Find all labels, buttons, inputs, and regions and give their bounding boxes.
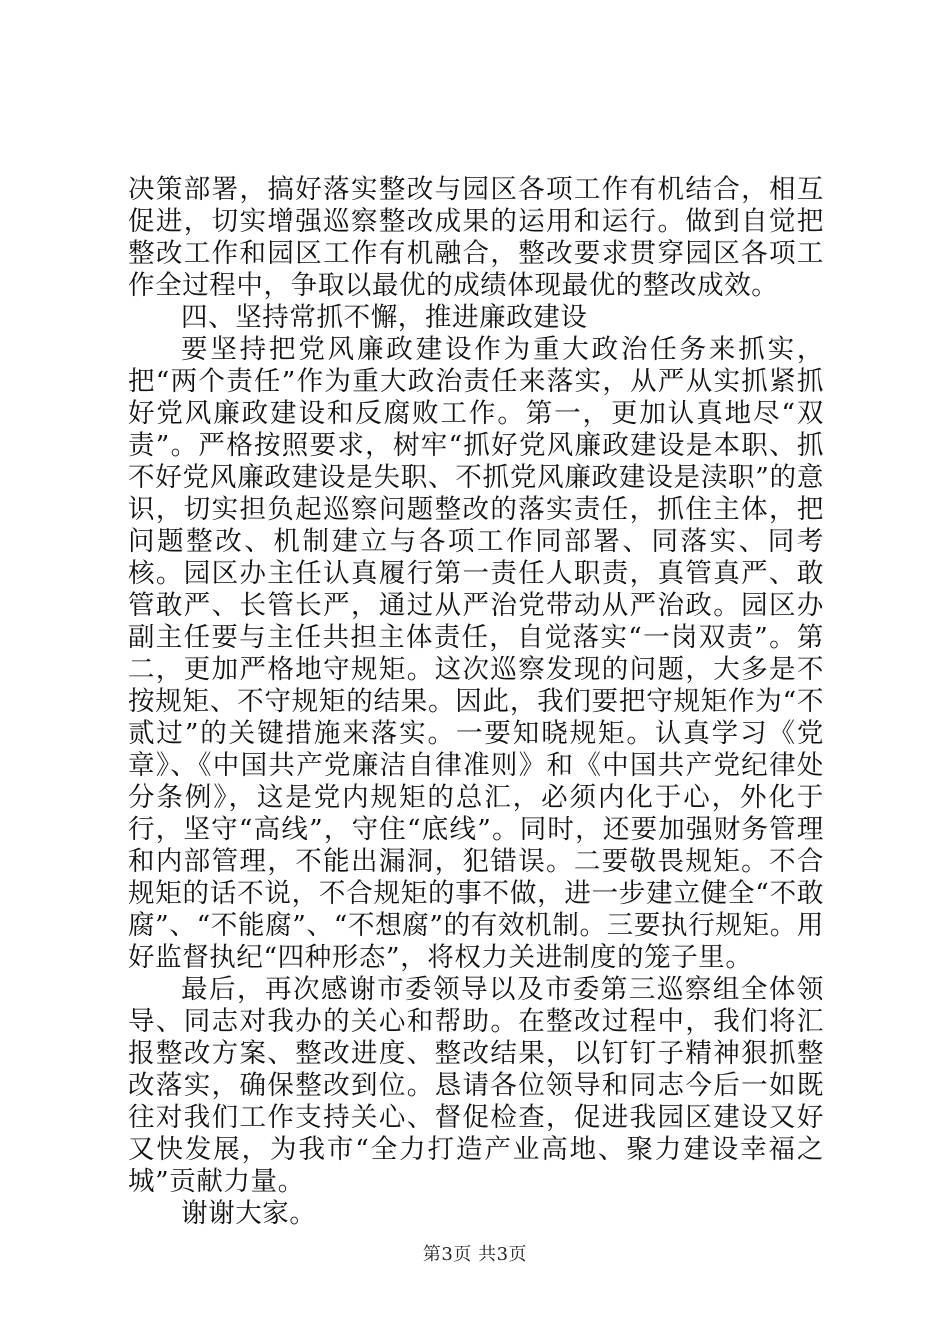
paragraph-thank-you: 谢谢大家。 (181, 1198, 317, 1229)
document-body (128, 174, 824, 1230)
paragraph-party-conduct: 要坚持把党风廉政建设作为重大政治任务来抓实，把“两个责任”作为重大政治责任来落实，从严从实抓紧抓好党风廉政建设和反腐败工作。第一，更加认真地尽“双责”。严格按照要求，树牢“抓好党风廉政建设是本职、抓不好党风廉政建设是失职、不抓党风廉政建设是渎职”的意识，切实担负起巡察问题整改的落实责任，抓住主体，把问题整改、机制建立与各项工作同部署、同落实、同考核。园区办主任认真履行第一责任人职责，真管真严、敢管敢严、长管长严，通过从严治党带动从严治政。园区办副主任要与主任共担主体责任，自觉落实“一岗双责”。第二，更加严格地守规矩。这次巡察发现的问题，大多是不按规矩、不守规矩的结果。因此，我们要把守规矩作为“不贰过”的关键措施来落实。一要知晓规矩。认真学习《党章》、《中国共产党廉洁自律准则》和《中国共产党纪律处分条例》，这是党内规矩的总汇，必须内化于心，外化于行，坚守“高线”，守住“底线”。同时，还要加强财务管理和内部管理，不能出漏洞，犯错误。二要敬畏规矩。不合规矩的话不说，不合规矩的事不做，进一步建立健全“不敢腐”、“不能腐”、“不想腐”的有效机制。三要执行规矩。用好监督执纪“四种形态”，将权力关进制度的笼子里。 (128, 334, 824, 973)
paragraph-closing-thanks: 最后，再次感谢市委领导以及市委第三巡察组全体领导、同志对我办的关心和帮助。在整改过程中，我们将汇报整改方案、整改进度、整改结果，以钉钉子精神狠抓整改落实，确保整改到位。恳请各位领导和同志今后一如既往对我们工作支持关心、督促检查，促进我园区建设又好又快发展，为我市“全力打造产业高地、聚力建设幸福之城”贡献力量。 (128, 974, 824, 1197)
paragraph-continuation: 决策部署，搞好落实整改与园区各项工作有机结合，相互促进，切实增强巡察整改成果的运用和运行。做到自觉把整改工作和园区工作有机融合，整改要求贯穿园区各项工作全过程中，争取以最优的成绩体现最优的整改成效。 (128, 174, 824, 301)
section-heading-four: 四、坚持常抓不懈，推进廉政建设 (181, 302, 588, 333)
page-footer: 第3页 共3页 (422, 1244, 528, 1265)
